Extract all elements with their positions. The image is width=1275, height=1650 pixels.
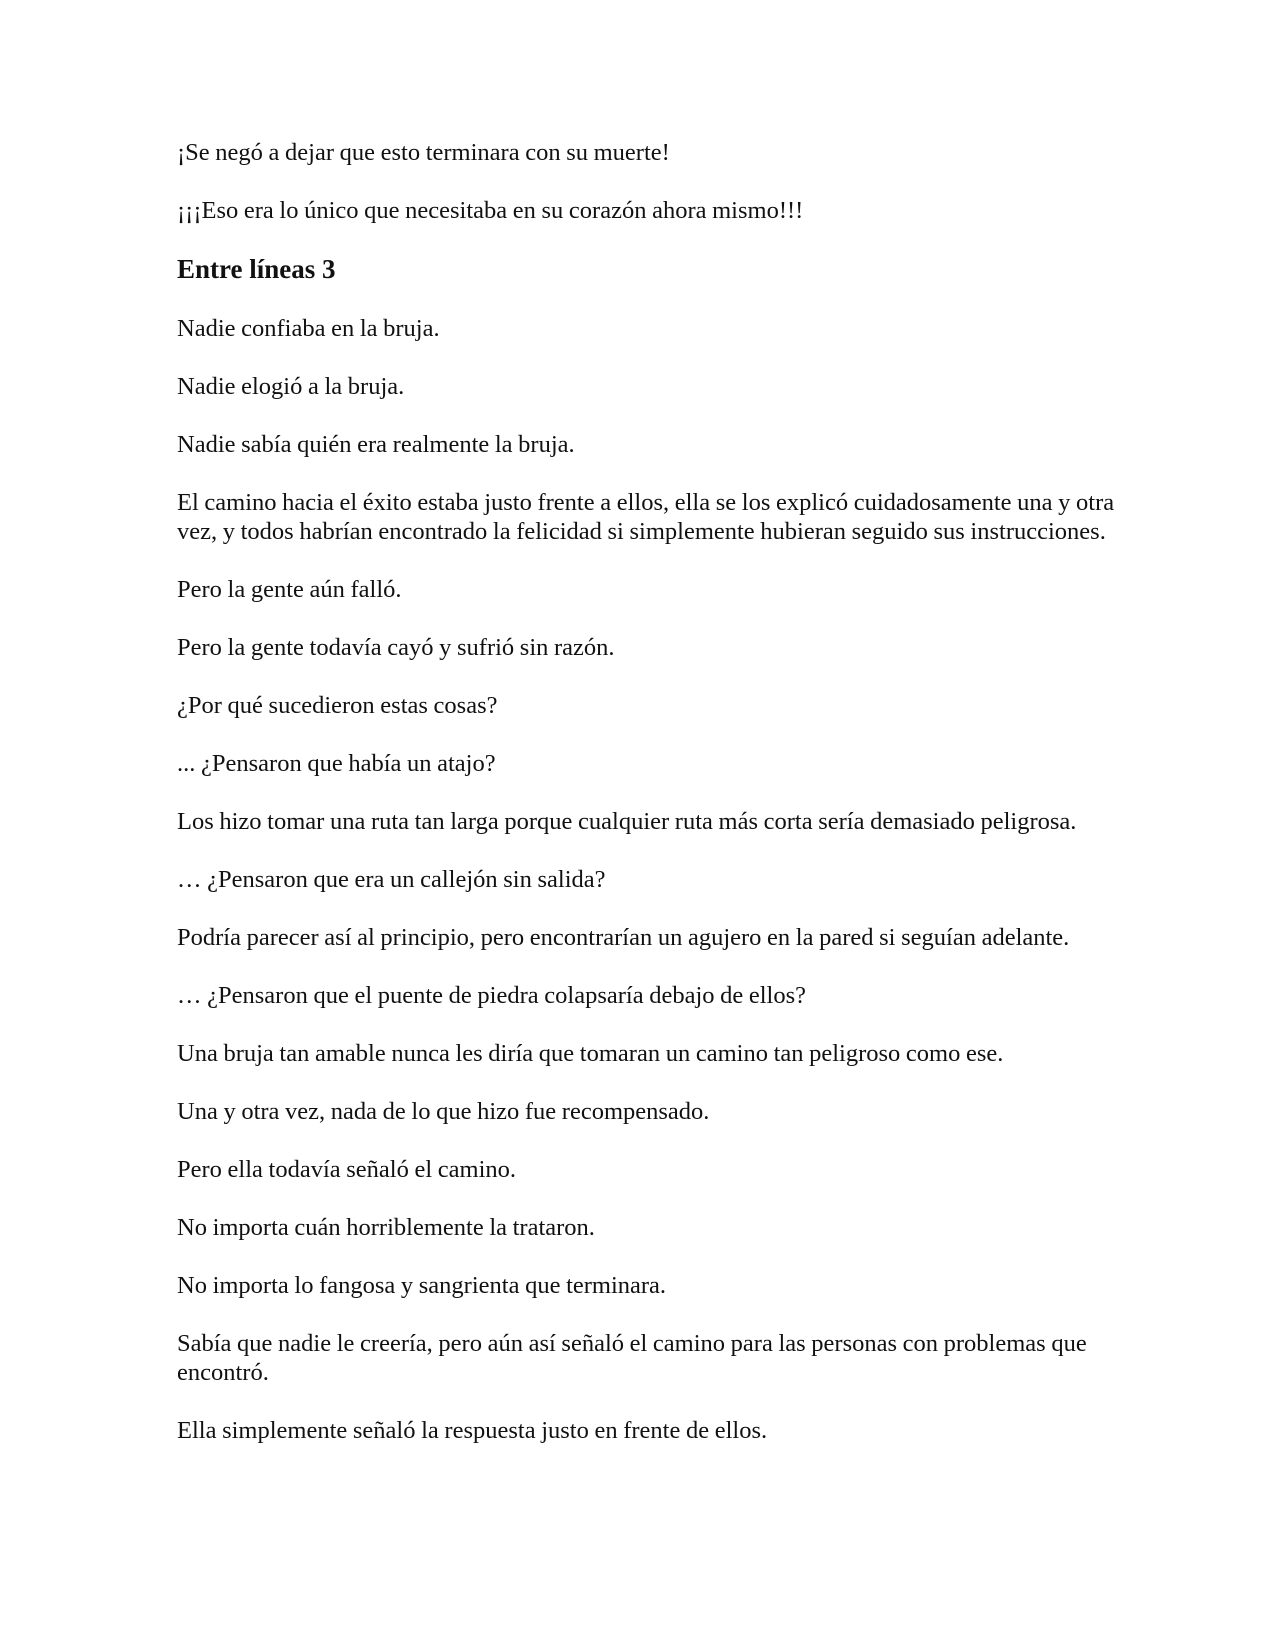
body-paragraph: ¿Por qué sucedieron estas cosas? <box>177 692 498 719</box>
body-paragraph: Una y otra vez, nada de lo que hizo fue recompensado. <box>177 1098 710 1125</box>
body-paragraph: Nadie sabía quién era realmente la bruja. <box>177 431 575 458</box>
body-paragraph: Pero la gente aún falló. <box>177 576 402 603</box>
body-paragraph: Pero la gente todavía cayó y sufrió sin razón. <box>177 634 615 661</box>
body-paragraph: … ¿Pensaron que era un callejón sin salida? <box>177 866 606 893</box>
body-paragraph: Una bruja tan amable nunca les diría que tomaran un camino tan peligroso como ese. <box>177 1040 1004 1067</box>
body-paragraph: Podría parecer así al principio, pero encontrarían un agujero en la pared si seguían adelante. <box>177 924 1070 951</box>
intro-paragraph: ¡Se negó a dejar que esto terminara con su muerte! <box>177 139 670 166</box>
body-paragraph: Nadie confiaba en la bruja. <box>177 315 440 342</box>
body-paragraph: ... ¿Pensaron que había un atajo? <box>177 750 496 777</box>
body-paragraph: … ¿Pensaron que el puente de piedra colapsaría debajo de ellos? <box>177 982 807 1009</box>
body-paragraph: Los hizo tomar una ruta tan larga porque cualquier ruta más corta sería demasiado peligrosa. <box>177 808 1077 835</box>
body-paragraph: Nadie elogió a la bruja. <box>177 373 405 400</box>
section-heading: Entre líneas 3 <box>177 254 336 284</box>
body-paragraph: Ella simplemente señaló la respuesta justo en frente de ellos. <box>177 1417 768 1444</box>
body-paragraph: No importa lo fangosa y sangrienta que terminara. <box>177 1272 667 1299</box>
body-paragraph: El camino hacia el éxito estaba justo frente a ellos, ella se los explicó cuidadosamente una y otra vez, y todos habrían encontrado la felicidad si simplemente hubieran seguido sus instrucciones. <box>177 489 1115 545</box>
body-paragraph: No importa cuán horriblemente la trataron. <box>177 1214 595 1241</box>
intro-paragraph: ¡¡¡Eso era lo único que necesitaba en su corazón ahora mismo!!! <box>177 197 804 224</box>
body-paragraph: Pero ella todavía señaló el camino. <box>177 1156 517 1183</box>
body-paragraph: Sabía que nadie le creería, pero aún así señaló el camino para las personas con problemas que encontró. <box>177 1330 1087 1386</box>
document-body <box>177 138 1117 1474</box>
